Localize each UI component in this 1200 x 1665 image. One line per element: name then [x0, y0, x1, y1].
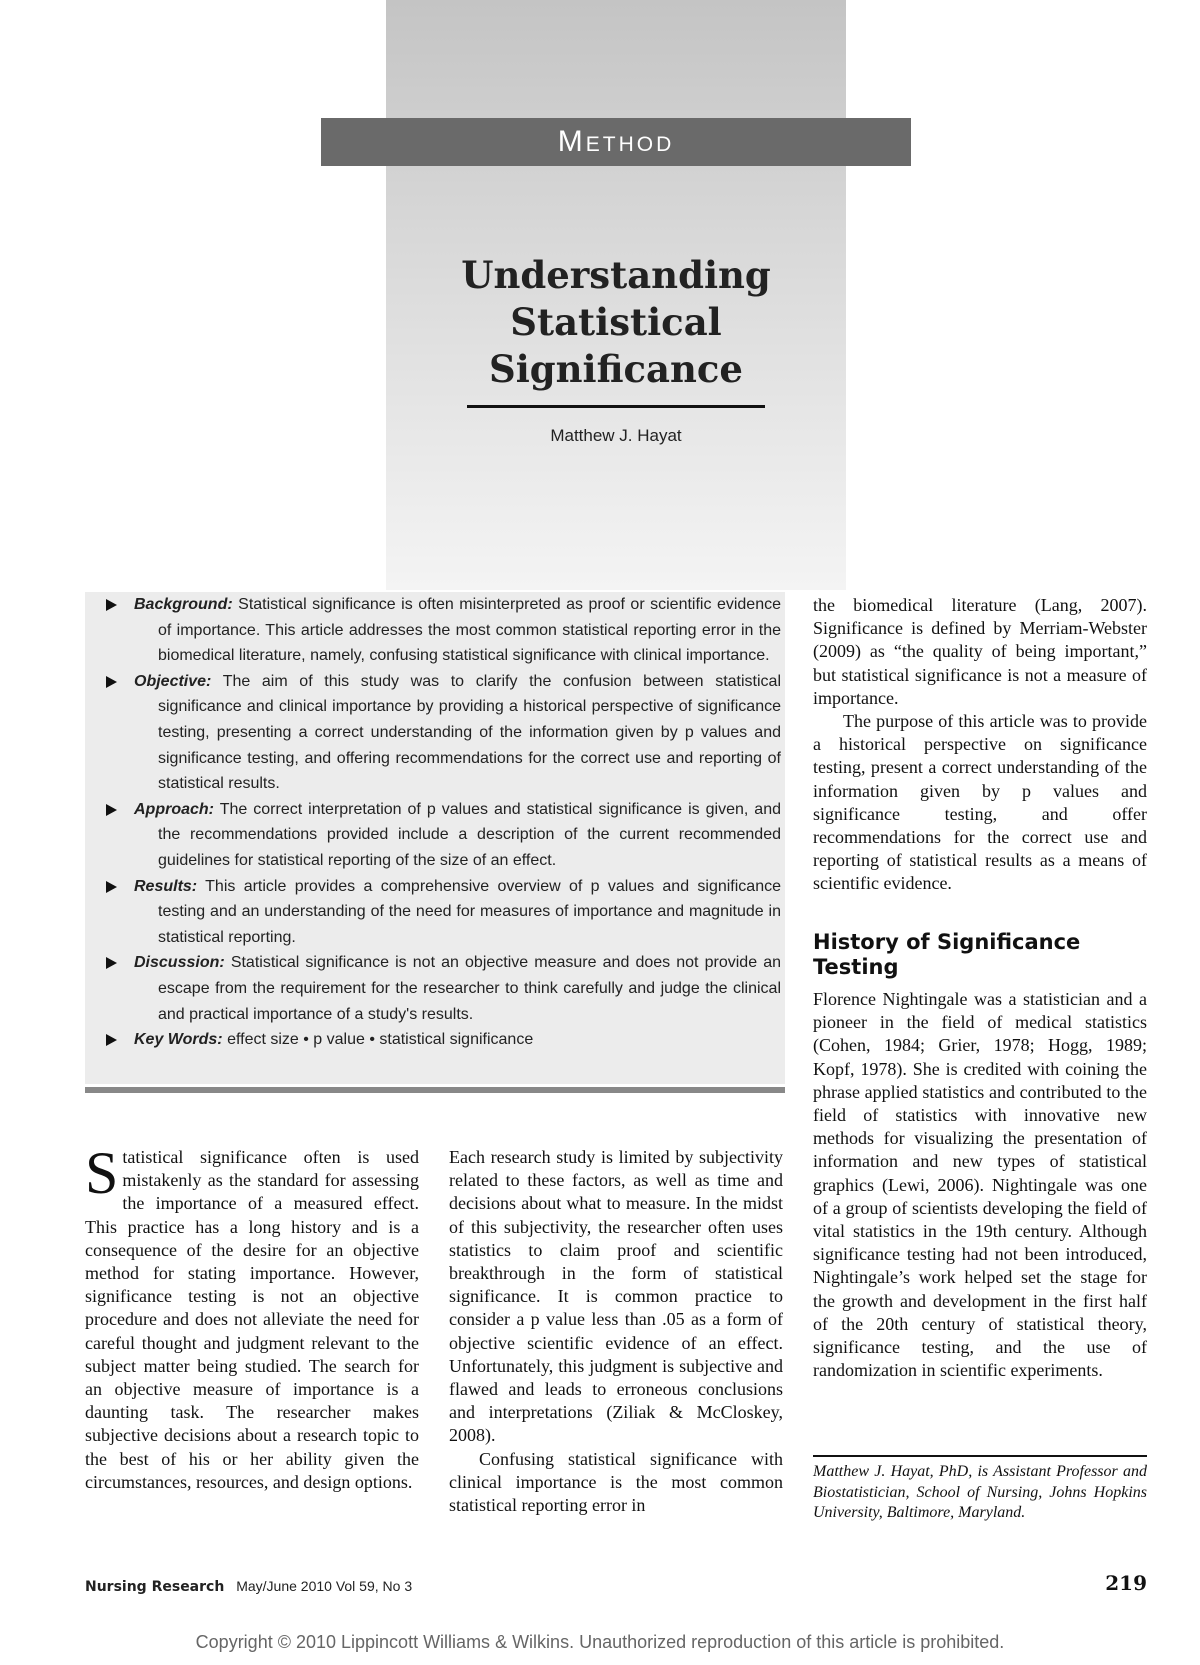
body-paragraph: Confusing statistical significance with clinical importance is the most common statistical reporting error in [449, 1448, 783, 1516]
abstract-label: Discussion: [134, 954, 225, 972]
author-name: Matthew J. Hayat [550, 426, 682, 445]
abstract-item-approach [85, 797, 785, 874]
author-bio: Matthew J. Hayat, PhD, is Assistant Professor and Biostatistician, School of Nursing, Johns Hopkins University, Baltimore, Maryland. [813, 1463, 1147, 1521]
body-paragraph: Florence Nightingale was a statistician and a pioneer in the field of medical statistics (Cohen, 1984; Grier, 1978; Hogg, 1989; Kopf, 1978). She is credited with coining the phrase applied statistics and contributed to the field of statistics with innovative new methods for visualizing the presentation of information and new types of statistical graphics (Lewi, 2006). Nightingale was one of a group of scientists developing the field of vital statistics in the 19th century. Although significance testing had not been introduced, Nightingale’s work helped set the stage for the growth and development in the first half of the 20th century of statistical theory, significance testing, and the use of randomization in scientific experiments. [813, 989, 1147, 1381]
body-column-2 [449, 1146, 783, 1517]
abstract-label: Results: [134, 877, 198, 895]
abstract-text: Statistical significance is often misinterpreted as proof or scientific evidence of importance. This article addresses the most common statistical reporting error in the biomedical literature, namely, confusing statistical significance with clinical importance. [158, 596, 781, 665]
page-number: 219 [1105, 1571, 1147, 1595]
journal-name: Nursing Research [85, 1579, 225, 1595]
abstract-text: The correct interpretation of p values and statistical significance is given, and the recommendations provided include a description of the current recommended guidelines for statistical reporting of the size of an effect. [158, 800, 781, 869]
abstract-box [85, 592, 785, 1084]
body-paragraph: Each research study is limited by subjectivity related to these factors, as well as time and decisions about what to measure. In the midst of this subjectivity, the researcher often uses statistics to claim proof and scientific breakthrough in the form of statistical significance. It is common practice to consider a p value less than .05 as a form of objective scientific evidence of an effect. Unfortunately, this judgment is subjective and flawed and leads to erroneous conclusions and interpretations (Ziliak & McCloskey, 2008). [449, 1147, 783, 1446]
section-heading: History of Significance Testing [813, 930, 1081, 979]
body-column-3 [813, 594, 1147, 896]
abstract-text: The aim of this study was to clarify the confusion between statistical significance and clinical importance by providing a historical perspective of significance testing, presenting a correct understanding of the information given by p values and significance testing, and offering recommendations for the correct use and reporting of statistical results. [158, 672, 782, 793]
bullet-arrow-icon [106, 676, 117, 688]
abstract-label: Objective: [134, 672, 212, 690]
body-paragraph: the biomedical literature (Lang, 2007). Significance is defined by Merriam-Webster (2009) as “the quality of being important,” but statistical significance is not a measure of importance. [813, 595, 1147, 708]
abstract-item-discussion [85, 950, 785, 1027]
section-label: Method [557, 125, 675, 158]
abstract-item-keywords [85, 1027, 785, 1053]
title-line: Statistical [510, 300, 722, 344]
article-title [386, 252, 846, 393]
abstract-label: Approach: [134, 800, 214, 818]
title-divider [467, 405, 765, 408]
footer-citation [85, 1578, 412, 1595]
abstract-item-objective [85, 669, 785, 797]
title-line: Significance [489, 347, 743, 391]
paragraph-text: tatistical significance often is used mistakenly as the standard for assessing the importance of a measured effect. This practice has a long history and is a consequence of the desire for an objective method for stating importance. However, significance testing is not an objective procedure and does not alleviate the need for careful thought and judgment relevant to the subject matter being studied. The search for an objective measure of importance is a daunting task. The researcher makes subjective decisions about a research topic to the best of his or her ability given the circumstances, resources, and design options. [85, 1147, 419, 1492]
title-line: Understanding [461, 253, 771, 297]
abstract-item-results [85, 874, 785, 951]
copyright-notice: Copyright © 2010 Lippincott Williams & Wilkins. Unauthorized reproduction of this article is prohibited. [195, 1632, 1005, 1652]
bio-divider [813, 1455, 1147, 1457]
drop-cap: S [85, 1140, 119, 1206]
body-paragraph: The purpose of this article was to provide a historical perspective on significance testing, present a correct understanding of the information given by p values and significance testing, and offer recommendations for the correct use and reporting of statistical results as a means of scientific evidence. [813, 711, 1147, 894]
issue-info: May/June 2010 Vol 59, No 3 [236, 1578, 413, 1594]
bullet-arrow-icon [106, 599, 117, 611]
section-banner [321, 118, 911, 166]
bullet-arrow-icon [106, 1034, 117, 1046]
bullet-arrow-icon [106, 804, 117, 816]
abstract-item-background [85, 592, 785, 669]
bullet-arrow-icon [106, 957, 117, 969]
abstract-label: Background: [134, 596, 233, 613]
abstract-text: Statistical significance is not an objective measure and does not provide an escape from the requirement for the researcher to think carefully and judge the clinical and practical importance of a study's results. [158, 954, 781, 1023]
body-paragraph [85, 1140, 419, 1494]
body-column-1 [85, 1140, 419, 1494]
bullet-arrow-icon [106, 881, 117, 893]
abstract-text: effect size • p value • statistical significance [227, 1031, 534, 1049]
abstract-text: This article provides a comprehensive overview of p values and significance testing and an understanding of the need for measures of importance and magnitude in statistical reporting. [158, 877, 782, 946]
abstract-divider [85, 1087, 785, 1093]
body-column-3-continued [813, 988, 1147, 1382]
abstract-label: Key Words: [134, 1031, 223, 1049]
